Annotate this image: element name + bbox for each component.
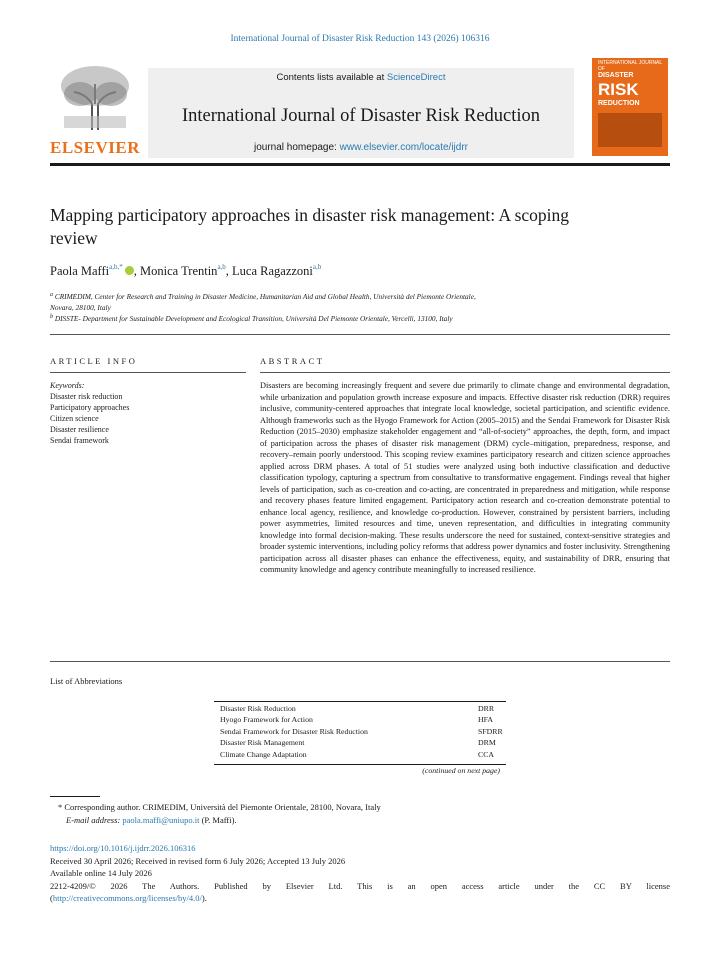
author-name: Monica Trentin — [140, 264, 218, 278]
email-note — [66, 815, 237, 825]
article-title: Mapping participatory approaches in disaster risk management: A scoping review — [50, 205, 570, 248]
author-name: Paola Maffi — [50, 264, 110, 278]
email-link[interactable]: paola.maffi@uniupo.it — [122, 815, 200, 825]
keyword: Citizen science — [50, 414, 99, 423]
article-info-heading: ARTICLE INFO — [50, 356, 138, 366]
masthead — [50, 58, 670, 161]
author-list — [50, 263, 321, 279]
elsevier-tree-icon — [56, 64, 134, 130]
affiliation-mark: a — [50, 292, 53, 298]
abbreviation-code: HFA — [478, 715, 494, 724]
cover-line-1: DISASTER — [598, 72, 634, 79]
journal-homepage-link[interactable]: www.elsevier.com/locate/ijdrr — [339, 142, 468, 153]
keyword: Sendai framework — [50, 436, 109, 445]
affiliation-b — [50, 314, 670, 323]
author-separator: , — [133, 264, 140, 278]
table-row — [220, 715, 500, 727]
abbreviation-term: Hyogo Framework for Action — [220, 715, 313, 724]
keyword: Disaster resilience — [50, 425, 109, 434]
abstract-text: Disasters are becoming increasingly frequent and severe due primarily to climate change and environmental degradation, while urbanization and population growth increase exposure and impacts. Effective disaster risk reduction (DRR) requires inclusive, community-centered approaches that integrate local knowledge, societal participation, and scientific evidence. Although frameworks such as the Hyogo Framework for Action (2005–2015) and the Sendai Framework for Disaster Risk Reduction (2015–2030) emphasize stakeholder engagement and “all-of-society” approaches, the depth, form, and impact of participation across the phases of disaster risk management (DRM) cycle–mitigation, preparedness, response, and recovery–remain poorly understood. This scoping review examines participatory research and citizen science approaches applied across DRM phases. A total of 51 studies were analyzed using both inductive classification and deductive classification typology, capturing a spectrum from consultative to transformative engagement. Findings reveal that higher levels of participation, such as co-creation and co-acting, are concentrated in preparedness and mitigation, while response and recovery phases feature limited engagement. Participatory action research and co-creation demonstrate potential to enhance local agency, resilience, and knowledge co-production. However, constrained by persistent barriers, including power asymmetries, limited resources and time, uneven representation, and difficulties in integrating community knowledge into formal decision-making. These results underscore the need for sustained, context-sensitive strategies and broader systemic interventions, including policy reforms that address power dynamics and foster inclusivity. Strengthening participation across all disaster phases can enhance the effectiveness, equity, and sustainability of DRR, ensuring that community knowledge and agency contribute meaningfully to increased resilience. — [260, 381, 670, 574]
continued-note: (continued on next page) — [422, 766, 500, 775]
sciencedirect-link[interactable]: ScienceDirect — [386, 72, 446, 83]
homepage-line — [148, 142, 574, 153]
cover-line-3: REDUCTION — [598, 100, 640, 107]
author-affiliation-mark[interactable]: a,b — [217, 263, 226, 271]
contents-prefix: Contents lists available at — [276, 72, 387, 83]
cover-line-2: RISK — [598, 80, 639, 99]
footnote-rule — [50, 796, 100, 797]
abbreviation-term: Sendai Framework for Disaster Risk Reduction — [220, 727, 368, 736]
orcid-icon[interactable] — [125, 266, 134, 275]
author-affiliation-mark[interactable]: a,b — [312, 263, 322, 271]
footnote-mark: * — [58, 802, 63, 812]
article-info-rule — [50, 372, 246, 373]
abbreviation-code: SFDRR — [478, 727, 503, 736]
keyword: Participatory approaches — [50, 403, 130, 412]
contents-line — [148, 72, 574, 83]
table-row — [220, 750, 500, 762]
abbreviation-code: DRR — [478, 704, 495, 713]
abbreviation-code: DRM — [478, 738, 496, 747]
journal-citation-link[interactable]: International Journal of Disaster Risk Reduction 143 (2026) 106316 — [230, 34, 490, 44]
license-close: ). — [201, 893, 207, 903]
table-bottom-rule — [214, 764, 506, 765]
affiliation-text: CRIMEDIM, Center for Research and Training in Disaster Medicine, Humanitarian Aid and Global Health, Università del Piemonte Orientale, — [54, 292, 476, 301]
abbreviation-term: Climate Change Adaptation — [220, 750, 307, 759]
email-label: E-mail address: — [66, 815, 123, 825]
cover-artwork — [598, 113, 662, 147]
keywords-label: Keywords: — [50, 381, 85, 390]
keywords-block — [50, 380, 246, 446]
keyword: Disaster risk reduction — [50, 392, 123, 401]
affiliation-a-continued: Novara, 28100, Italy — [50, 303, 111, 312]
elsevier-logo[interactable] — [50, 58, 140, 158]
license-line — [50, 893, 207, 903]
abbreviations-heading: List of Abbreviations — [50, 676, 123, 686]
corresponding-author-note — [58, 802, 381, 812]
author-name: Luca Ragazzoni — [232, 264, 313, 278]
license-link[interactable]: http://creativecommons.org/licenses/by/4.0/ — [52, 893, 202, 903]
section-rule — [50, 334, 670, 335]
table-row — [220, 738, 500, 750]
author-separator: , — [225, 264, 233, 278]
homepage-prefix: journal homepage: — [254, 142, 340, 153]
affiliation-mark: b — [50, 314, 53, 320]
affiliation-text: DISSTE- Department for Sustainable Development and Ecological Transition, Università Del Piemonte Orientale, Vercelli, 13100, Italy — [54, 314, 453, 323]
header-rule — [50, 163, 670, 166]
table-top-rule — [214, 701, 506, 702]
email-suffix: (P. Maffi). — [199, 815, 237, 825]
received-dates: Received 30 April 2026; Received in revised form 6 July 2026; Accepted 13 July 2026 — [50, 856, 346, 866]
abstract-rule — [260, 372, 670, 373]
journal-band — [148, 68, 574, 158]
abstract-end-rule — [50, 661, 670, 662]
affiliation-a — [50, 292, 670, 301]
abstract-heading: ABSTRACT — [260, 356, 325, 366]
abbreviation-term: Disaster Risk Management — [220, 738, 305, 747]
author-affiliation-mark[interactable]: a,b,* — [109, 263, 123, 271]
cover-top-text: INTERNATIONAL JOURNAL OF — [598, 60, 662, 72]
abbreviation-code: CCA — [478, 750, 495, 759]
journal-title: International Journal of Disaster Risk Reduction — [181, 106, 541, 126]
license-open: ( — [50, 893, 53, 903]
doi-link[interactable]: https://doi.org/10.1016/j.ijdrr.2026.106316 — [50, 843, 196, 853]
corresponding-author-text: Corresponding author. CRIMEDIM, Università del Piemonte Orientale, 28100, Novara, Italy — [62, 802, 381, 812]
online-date: Available online 14 July 2026 — [50, 868, 152, 878]
abbreviation-term: Disaster Risk Reduction — [220, 704, 296, 713]
issn-license-text: 2212-4209/© 2026 The Authors. Published by Elsevier Ltd. This is an open access article under the CC BY license — [50, 881, 670, 891]
publisher-name: ELSEVIER — [50, 138, 140, 157]
journal-cover-image[interactable] — [592, 58, 668, 156]
